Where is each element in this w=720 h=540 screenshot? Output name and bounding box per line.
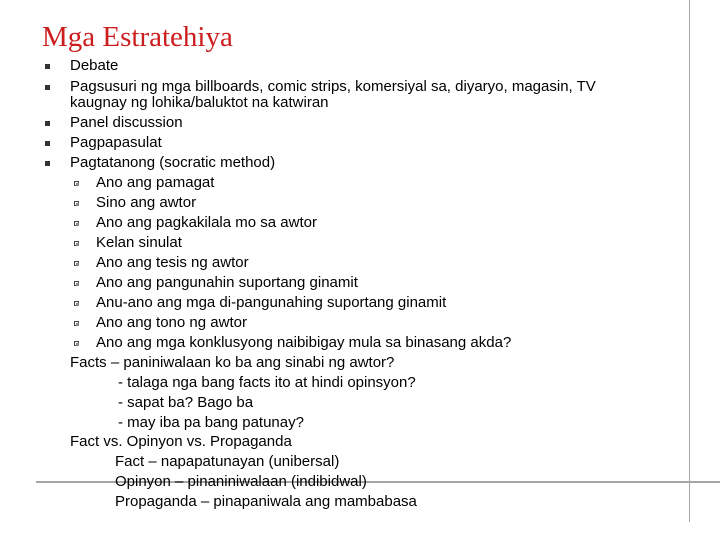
sub-bullet-hollow-square-icon [74,201,79,206]
sub-bullet-item: Ano ang pangunahin suportang ginamit [96,274,358,291]
sub-bullet-item: Ano ang tesis ng awtor [96,254,249,271]
sub-bullet-hollow-square-icon [74,301,79,306]
sub-bullet-hollow-square-icon [74,341,79,346]
sub-bullet-hollow-square-icon [74,321,79,326]
bullet-item-panel-discussion: Panel discussion [70,114,183,131]
facts-question: - talaga nga bang facts ito at hindi opinsyon? [118,374,416,391]
sub-bullet-hollow-square-icon [74,221,79,226]
sub-bullet-item: Ano ang tono ng awtor [96,314,247,331]
comparison-item-propaganda: Propaganda – pinapaniwala ang mambabasa [115,493,417,510]
sub-bullet-item: Ano ang pagkakilala mo sa awtor [96,214,317,231]
facts-question: - sapat ba? Bago ba [118,394,254,411]
sub-bullet-item: Sino ang awtor [96,194,197,211]
facts-heading: Facts – paniniwalaan ko ba ang sinabi ng awtor? [70,354,395,371]
sub-bullet-hollow-square-icon [74,241,79,246]
sub-bullet-item: Anu-ano ang mga di-pangunahing suportang ginamit [96,294,447,311]
bullet-square-icon [45,121,50,126]
sub-bullet-item: Kelan sinulat [96,234,182,251]
bullet-square-icon [45,161,50,166]
facts-question: - may iba pa bang patunay? [118,414,304,431]
bullet-square-icon [45,141,50,146]
bullet-item-debate: Debate [70,57,119,74]
sub-bullet-item: Ano ang pamagat [96,174,215,191]
sub-bullet-hollow-square-icon [74,281,79,286]
bullet-item-pagsusuri-continued: kaugnay ng lohika/baluktot na katwiran [70,94,329,111]
bullet-item-pagpapasulat: Pagpapasulat [70,134,162,151]
bullet-square-icon [45,64,50,69]
bullet-square-icon [45,85,50,90]
comparison-heading: Fact vs. Opinyon vs. Propaganda [70,433,292,450]
bullet-item-pagtatanong: Pagtatanong (socratic method) [70,154,276,171]
bullet-item-pagsusuri: Pagsusuri ng mga billboards, comic strips, komersiyal sa, diyaryo, magasin, TV [70,78,596,95]
slide-title: Mga Estratehiya [42,21,233,53]
comparison-item-opinyon: Opinyon – pinaniniwalaan (indibidwal) [115,473,367,490]
sub-bullet-item: Ano ang mga konklusyong naibibigay mula sa binasang akda? [96,334,512,351]
sub-bullet-hollow-square-icon [74,261,79,266]
comparison-item-fact: Fact – napapatunayan (unibersal) [115,453,340,470]
vertical-divider-line [689,0,690,522]
sub-bullet-hollow-square-icon [74,181,79,186]
